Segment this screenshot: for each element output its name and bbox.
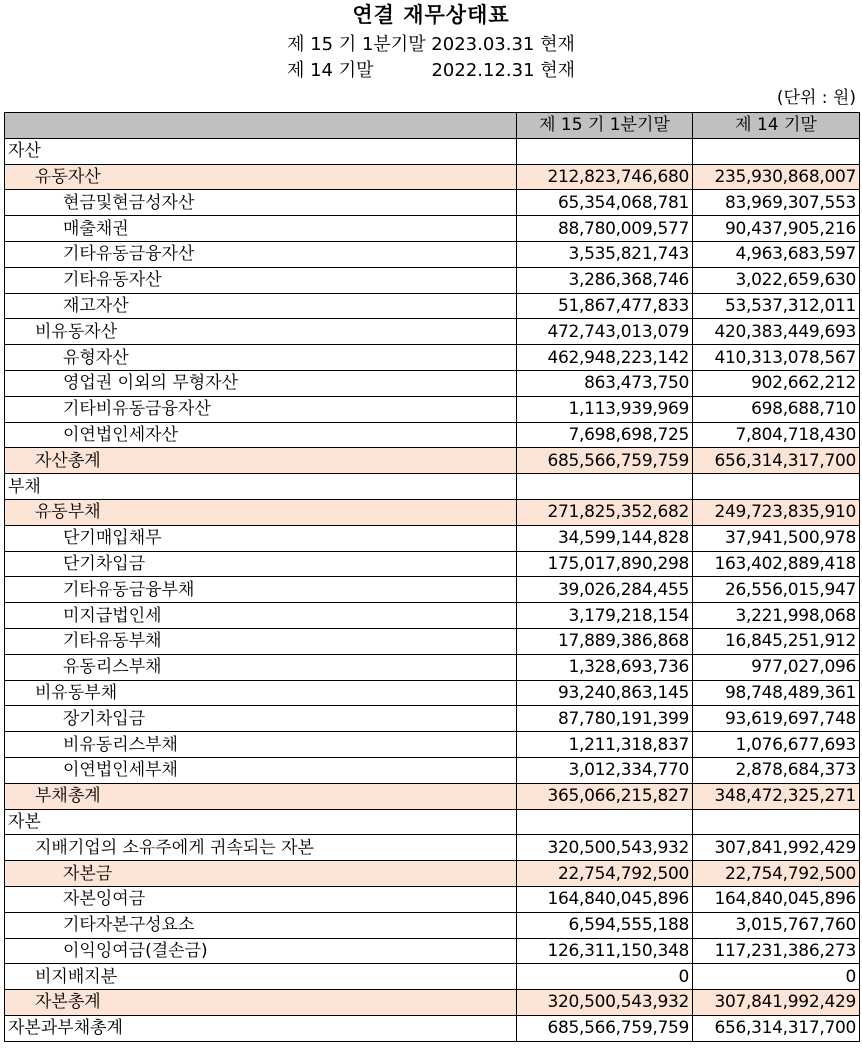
table-row xyxy=(5,603,860,629)
table-row xyxy=(5,1015,860,1041)
prior-period-value: 1,076,677,693 xyxy=(693,732,860,758)
current-period-value: 87,780,191,399 xyxy=(517,706,693,732)
unit-label: (단위 : 원) xyxy=(776,88,856,108)
prior-period-value: 698,688,710 xyxy=(693,396,860,422)
balance-sheet-table xyxy=(4,112,860,1042)
current-period-value: 39,026,284,455 xyxy=(517,577,693,603)
current-period-value: 17,889,386,868 xyxy=(517,628,693,654)
period-prior-date: 2022.12.31 현재 xyxy=(431,60,576,81)
account-label: 자본 xyxy=(5,809,517,835)
account-label: 매출채권 xyxy=(5,216,517,242)
prior-period-value: 3,221,998,068 xyxy=(693,603,860,629)
prior-period-value: 53,537,312,011 xyxy=(693,293,860,319)
current-period-value xyxy=(517,138,693,164)
prior-period-value: 307,841,992,429 xyxy=(693,990,860,1016)
table-row xyxy=(5,551,860,577)
table-row xyxy=(5,319,860,345)
prior-period-value: 3,015,767,760 xyxy=(693,912,860,938)
current-period-value: 0 xyxy=(517,964,693,990)
table-row xyxy=(5,525,860,551)
current-period-value: 271,825,352,682 xyxy=(517,499,693,525)
table-row xyxy=(5,964,860,990)
account-label: 이연법인세부채 xyxy=(5,757,517,783)
current-period-value xyxy=(517,809,693,835)
current-period-value: 1,211,318,837 xyxy=(517,732,693,758)
account-label: 부채총계 xyxy=(5,783,517,809)
table-row xyxy=(5,474,860,500)
current-period-value: 462,948,223,142 xyxy=(517,345,693,371)
table-row xyxy=(5,164,860,190)
current-period-value: 51,867,477,833 xyxy=(517,293,693,319)
account-label: 비유동리스부채 xyxy=(5,732,517,758)
prior-period-value: 977,027,096 xyxy=(693,654,860,680)
table-row xyxy=(5,783,860,809)
table-row xyxy=(5,345,860,371)
current-period-value: 164,840,045,896 xyxy=(517,886,693,912)
current-period-value: 1,328,693,736 xyxy=(517,654,693,680)
prior-period-value: 307,841,992,429 xyxy=(693,835,860,861)
current-period-value: 3,286,368,746 xyxy=(517,267,693,293)
column-header-current: 제 15 기 1분기말 xyxy=(517,113,693,139)
account-label: 기타유동부채 xyxy=(5,628,517,654)
prior-period-value: 410,313,078,567 xyxy=(693,345,860,371)
table-row xyxy=(5,293,860,319)
prior-period-value: 3,022,659,630 xyxy=(693,267,860,293)
prior-period-value: 22,754,792,500 xyxy=(693,861,860,887)
prior-period-value xyxy=(693,138,860,164)
table-row xyxy=(5,757,860,783)
account-label: 자산총계 xyxy=(5,448,517,474)
table-row xyxy=(5,628,860,654)
prior-period-value: 902,662,212 xyxy=(693,370,860,396)
prior-period-value: 163,402,889,418 xyxy=(693,551,860,577)
account-label: 유동자산 xyxy=(5,164,517,190)
table-row xyxy=(5,809,860,835)
account-label: 현금및현금성자산 xyxy=(5,190,517,216)
period-prior-label: 제 14 기말 xyxy=(286,60,374,81)
prior-period-value: 37,941,500,978 xyxy=(693,525,860,551)
account-label: 유동부채 xyxy=(5,499,517,525)
table-row xyxy=(5,938,860,964)
table-row xyxy=(5,654,860,680)
account-label: 비유동자산 xyxy=(5,319,517,345)
prior-period-value: 16,845,251,912 xyxy=(693,628,860,654)
table-row xyxy=(5,448,860,474)
current-period-value: 320,500,543,932 xyxy=(517,990,693,1016)
account-label: 기타비유동금융자산 xyxy=(5,396,517,422)
prior-period-value xyxy=(693,474,860,500)
account-label: 부채 xyxy=(5,474,517,500)
current-period-value: 34,599,144,828 xyxy=(517,525,693,551)
current-period-value: 88,780,009,577 xyxy=(517,216,693,242)
current-period-value: 175,017,890,298 xyxy=(517,551,693,577)
account-label: 기타유동금융자산 xyxy=(5,241,517,267)
prior-period-value xyxy=(693,809,860,835)
account-label: 단기매입채무 xyxy=(5,525,517,551)
account-label: 자본잉여금 xyxy=(5,886,517,912)
prior-period-value: 420,383,449,693 xyxy=(693,319,860,345)
table-row xyxy=(5,861,860,887)
account-label: 자본과부채총계 xyxy=(5,1015,517,1041)
table-row xyxy=(5,267,860,293)
current-period-value: 7,698,698,725 xyxy=(517,422,693,448)
account-label: 단기차입금 xyxy=(5,551,517,577)
column-header-prior: 제 14 기말 xyxy=(693,113,860,139)
table-row xyxy=(5,680,860,706)
account-label: 비지배지분 xyxy=(5,964,517,990)
current-period-value: 863,473,750 xyxy=(517,370,693,396)
table-header-row xyxy=(5,113,860,139)
prior-period-value: 83,969,307,553 xyxy=(693,190,860,216)
current-period-value: 365,066,215,827 xyxy=(517,783,693,809)
table-row xyxy=(5,732,860,758)
account-label: 자산 xyxy=(5,138,517,164)
table-row xyxy=(5,706,860,732)
account-label: 기타유동금융부채 xyxy=(5,577,517,603)
period-current: 제 15 기 1분기말 2023.03.31 현재 xyxy=(287,34,575,55)
current-period-value: 126,311,150,348 xyxy=(517,938,693,964)
table-row xyxy=(5,138,860,164)
account-label: 지배기업의 소유주에게 귀속되는 자본 xyxy=(5,835,517,861)
account-label: 기타자본구성요소 xyxy=(5,912,517,938)
prior-period-value: 93,619,697,748 xyxy=(693,706,860,732)
prior-period-value: 0 xyxy=(693,964,860,990)
prior-period-value: 98,748,489,361 xyxy=(693,680,860,706)
prior-period-value: 2,878,684,373 xyxy=(693,757,860,783)
account-label: 이익잉여금(결손금) xyxy=(5,938,517,964)
table-row xyxy=(5,190,860,216)
prior-period-value: 235,930,868,007 xyxy=(693,164,860,190)
table-row xyxy=(5,370,860,396)
prior-period-value: 249,723,835,910 xyxy=(693,499,860,525)
current-period-value xyxy=(517,474,693,500)
account-label: 유형자산 xyxy=(5,345,517,371)
current-period-value: 3,535,821,743 xyxy=(517,241,693,267)
table-row xyxy=(5,577,860,603)
account-label: 자본총계 xyxy=(5,990,517,1016)
table-row xyxy=(5,422,860,448)
table-body xyxy=(5,138,860,1041)
prior-period-value: 4,963,683,597 xyxy=(693,241,860,267)
current-period-value: 1,113,939,969 xyxy=(517,396,693,422)
prior-period-value: 348,472,325,271 xyxy=(693,783,860,809)
table-row xyxy=(5,241,860,267)
current-period-value: 65,354,068,781 xyxy=(517,190,693,216)
prior-period-value: 164,840,045,896 xyxy=(693,886,860,912)
current-period-value: 3,012,334,770 xyxy=(517,757,693,783)
table-row xyxy=(5,499,860,525)
current-period-value: 472,743,013,079 xyxy=(517,319,693,345)
prior-period-value: 656,314,317,700 xyxy=(693,448,860,474)
table-row xyxy=(5,396,860,422)
account-label: 자본금 xyxy=(5,861,517,887)
account-label: 장기차입금 xyxy=(5,706,517,732)
current-period-value: 685,566,759,759 xyxy=(517,1015,693,1041)
table-row xyxy=(5,886,860,912)
current-period-value: 685,566,759,759 xyxy=(517,448,693,474)
current-period-value: 6,594,555,188 xyxy=(517,912,693,938)
account-label: 영업권 이외의 무형자산 xyxy=(5,370,517,396)
current-period-value: 320,500,543,932 xyxy=(517,835,693,861)
table-row xyxy=(5,912,860,938)
prior-period-value: 90,437,905,216 xyxy=(693,216,860,242)
prior-period-value: 26,556,015,947 xyxy=(693,577,860,603)
current-period-value: 3,179,218,154 xyxy=(517,603,693,629)
current-period-value: 22,754,792,500 xyxy=(517,861,693,887)
period-prior xyxy=(0,58,862,84)
prior-period-value: 656,314,317,700 xyxy=(693,1015,860,1041)
account-label: 재고자산 xyxy=(5,293,517,319)
account-label: 미지급법인세 xyxy=(5,603,517,629)
prior-period-value: 117,231,386,273 xyxy=(693,938,860,964)
account-label: 비유동부채 xyxy=(5,680,517,706)
prior-period-value: 7,804,718,430 xyxy=(693,422,860,448)
table-row xyxy=(5,835,860,861)
table-row xyxy=(5,216,860,242)
table-row xyxy=(5,990,860,1016)
column-header-account xyxy=(5,113,517,139)
current-period-value: 93,240,863,145 xyxy=(517,680,693,706)
account-label: 기타유동자산 xyxy=(5,267,517,293)
current-period-value: 212,823,746,680 xyxy=(517,164,693,190)
account-label: 이연법인세자산 xyxy=(5,422,517,448)
account-label: 유동리스부채 xyxy=(5,654,517,680)
page-title: 연결 재무상태표 xyxy=(352,3,510,27)
